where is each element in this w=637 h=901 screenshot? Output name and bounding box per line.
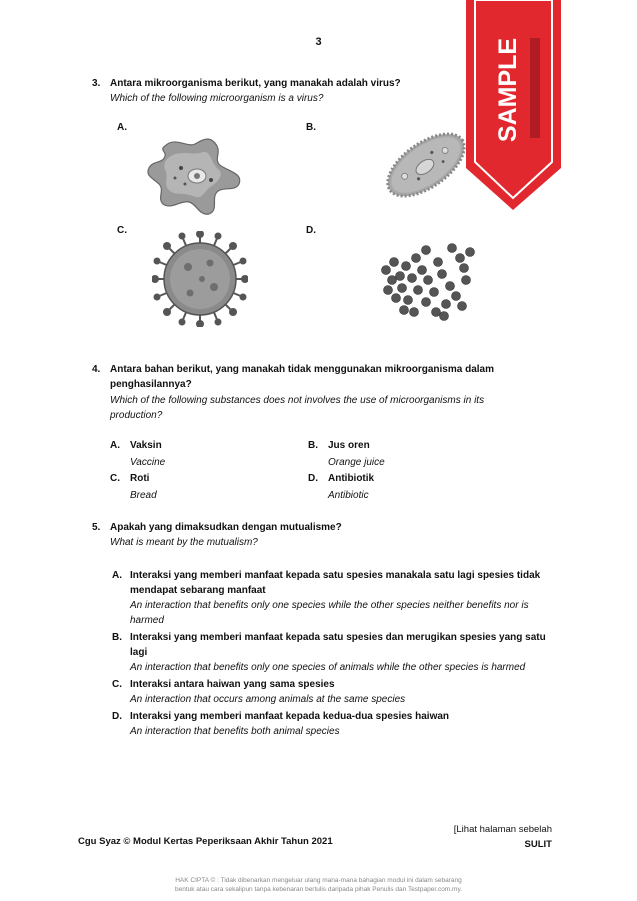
option-text-en: An interaction that benefits only one species of animals while the other species is harmed — [130, 662, 526, 673]
sample-ribbon — [466, 0, 561, 212]
question-text-ms: Apakah yang dimaksudkan dengan mutualisme? — [110, 522, 342, 533]
option-text-en: Antibiotic — [328, 490, 369, 501]
next-page-note: [Lihat halaman sebelah — [453, 824, 552, 835]
virus-image — [152, 231, 248, 327]
amoeba-image — [145, 134, 245, 216]
question-text-en: Which of the following microorganism is a virus? — [110, 93, 324, 104]
option-text-ms: Interaksi antara haiwan yang sama spesies — [130, 679, 335, 690]
option-label-a: A. — [117, 122, 127, 133]
question-number: 3. — [92, 78, 101, 89]
sample-ribbon-text: SAMPLE — [494, 37, 522, 143]
option-text-ms: Jus oren — [328, 440, 370, 451]
paramecium-image — [380, 122, 472, 208]
option-text-en: Vaccine — [130, 457, 166, 468]
question-number: 5. — [92, 522, 101, 533]
option-text-en: Orange juice — [328, 457, 385, 468]
question-text-en: What is meant by the mutualism? — [110, 537, 258, 548]
option-text-ms: Roti — [130, 473, 150, 484]
option-text-en: An interaction that benefits both animal species — [130, 726, 340, 737]
option-text-ms: Interaksi yang memberi manfaat kepada kedua-dua spesies haiwan — [130, 711, 450, 722]
question-number: 4. — [92, 364, 101, 375]
page-number: 3 — [315, 36, 322, 48]
bacteria-image — [378, 240, 478, 324]
question-text-en: Which of the following substances does not involves the use of microorganisms in its production? — [110, 395, 485, 421]
copyright-notice: HAK CIPTA © : Tidak dibenarkan mengeluar ulang mana-mana bahagian modul ini dalam sebarang bentuk atau cara sekalipun tanpa kebenaran bertulis daripada pihak Penulis dan Testpaper.com.my. — [174, 877, 463, 893]
option-label-d: D. — [306, 225, 316, 236]
option-text-en: An interaction that benefits only one species while the other species neither benefits nor is harmed — [130, 600, 529, 626]
footer-author: Cgu Syaz © Modul Kertas Peperiksaan Akhir Tahun 2021 — [78, 836, 333, 847]
option-text-en: An interaction that occurs among animals at the same species — [130, 694, 406, 705]
footer-right — [454, 822, 552, 852]
question-text-ms: Antara mikroorganisma berikut, yang manakah adalah virus? — [110, 78, 401, 89]
option-label-b: B. — [306, 122, 316, 133]
classification-label: SULIT — [524, 839, 552, 850]
option-text-en: Bread — [130, 490, 157, 501]
option-text-ms: Interaksi yang memberi manfaat kepada satu spesies dan merugikan spesies yang satu lagi — [130, 632, 546, 658]
question-text-ms: Antara bahan berikut, yang manakah tidak menggunakan mikroorganisma dalam penghasilannya? — [110, 364, 494, 390]
option-text-ms: Vaksin — [130, 440, 162, 451]
option-label-c: C. — [117, 225, 127, 236]
option-text-ms: Interaksi yang memberi manfaat kepada satu spesies manakala satu lagi spesies tidak mendapat sebarang manfaat — [130, 570, 541, 596]
sample-ribbon-graphic — [466, 0, 561, 212]
option-text-ms: Antibiotik — [328, 473, 375, 484]
